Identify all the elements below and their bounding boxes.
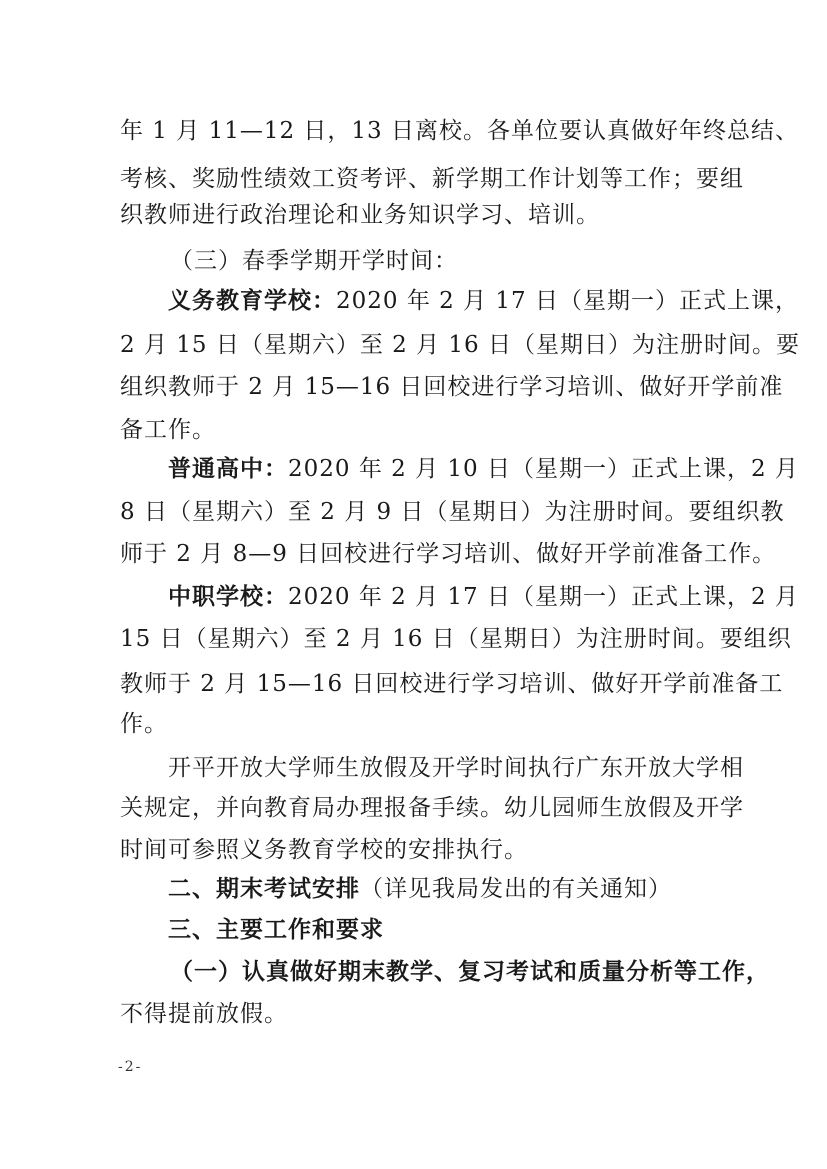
school-type-label: 普通高中：	[168, 455, 288, 482]
paragraph-line	[168, 445, 827, 493]
page-number: -2-	[118, 1059, 143, 1075]
section-subheading: （三）春季学期开学时间：	[170, 248, 458, 274]
paragraph-line: 教师于 2 月 15—16 日回校进行学习培训、做好开学前准备工	[120, 671, 784, 697]
paragraph-line: 关规定，并向教育局办理报备手续。幼儿园师生放假及开学	[120, 795, 744, 821]
paragraph-line: 组织教师于 2 月 15—16 日回校进行学习培训、做好开学前准	[120, 374, 784, 400]
paragraph-line: 2 月 15 日（星期六）至 2 月 16 日（星期日）为注册时间。要	[120, 332, 800, 358]
paragraph-line: 不得提前放假。	[120, 1001, 288, 1027]
heading-note: （详见我局发出的有关通知）	[360, 876, 672, 902]
heading-text: 二、期末考试安排	[168, 875, 360, 902]
paragraph-line: 师于 2 月 8—9 日回校进行学习培训、做好开学前准备工作。	[120, 541, 777, 567]
heading-text: 三、主要工作和要求	[168, 916, 384, 943]
paragraph-line	[168, 277, 827, 325]
paragraph-text: 2020 年 2 月 10 日（星期一）正式上课，2 月	[288, 456, 799, 482]
paragraph-text: 2020 年 2 月 17 日（星期一）正式上课，	[336, 288, 799, 314]
paragraph-line: 考核、奖励性绩效工资考评、新学期工作计划等工作；要组	[120, 166, 744, 192]
school-type-label: 中职学校：	[168, 583, 288, 610]
paragraph-line: 织教师进行政治理论和业务知识学习、培训。	[120, 202, 600, 228]
subheading-text: （一）认真做好期末教学、复习考试和质量分析等工作，	[170, 958, 770, 985]
section-heading	[168, 906, 827, 954]
paragraph-line	[170, 948, 827, 996]
school-type-label: 义务教育学校：	[168, 287, 336, 314]
paragraph-line: 15 日（星期六）至 2 月 16 日（星期日）为注册时间。要组织	[120, 626, 792, 652]
paragraph-line: 备工作。	[120, 417, 216, 443]
paragraph-line: 开平开放大学师生放假及开学时间执行广东开放大学相	[168, 755, 744, 781]
paragraph-text: 2020 年 2 月 17 日（星期一）正式上课，2 月	[288, 584, 799, 610]
paragraph-line	[168, 573, 827, 621]
paragraph-line: 年 1 月 11—12 日，13 日离校。各单位要认真做好年终总结、	[120, 118, 799, 144]
paragraph-line: 8 日（星期六）至 2 月 9 日（星期日）为注册时间。要组织教	[120, 499, 785, 525]
paragraph-line: 时间可参照义务教育学校的安排执行。	[120, 837, 528, 863]
paragraph-line: 作。	[120, 711, 168, 737]
